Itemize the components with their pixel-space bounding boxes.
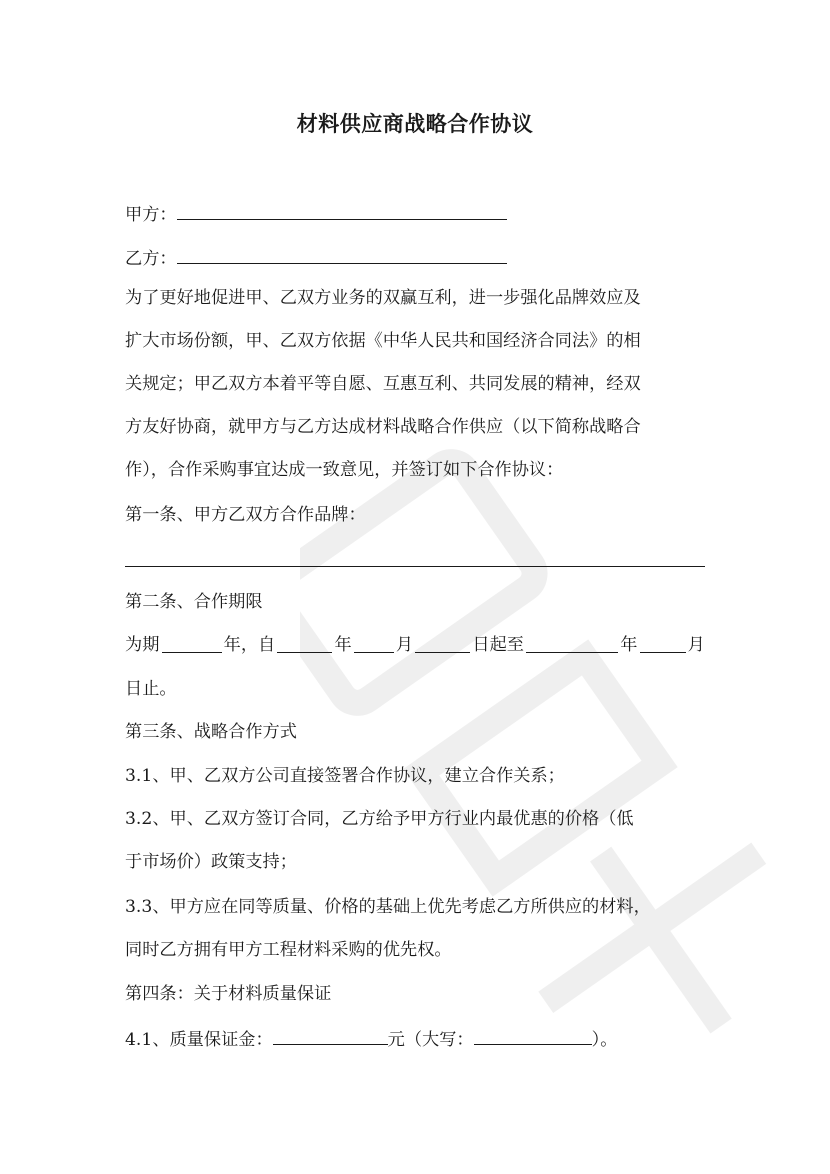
clause-4-1-text-3: ）。 (591, 1030, 618, 1050)
term-years-blank (162, 633, 222, 653)
article-2-heading: 第二条、合作期限 (125, 592, 263, 612)
brand-blank-rule (125, 566, 705, 567)
clause-4-1-text-2: 元（大写： (387, 1030, 474, 1050)
start-day-blank (415, 633, 470, 653)
term-text-5: 日起至 (472, 635, 524, 655)
term-text-7: 月 (687, 635, 705, 655)
watermark-graphic (300, 400, 780, 1100)
article-3-heading: 第三条、战略合作方式 (125, 722, 297, 742)
party-a-label: 甲方： (125, 205, 177, 225)
clause-3-3-line: 3.3、甲方应在同等质量、价格的基础上优先考虑乙方所供应的材料， (125, 897, 651, 917)
clause-3-2-line: 3.2、甲、乙双方签订合同，乙方给予甲方行业内最优惠的价格（低 (125, 809, 634, 829)
party-a-blank (177, 200, 507, 220)
party-b-blank (177, 244, 507, 264)
intro-line: 作），合作采购事宜达成一致意见，并签订如下合作协议： (125, 460, 564, 480)
term-text-6: 年 (620, 635, 638, 655)
party-b-line (125, 244, 507, 271)
term-text-2: 年，自 (223, 635, 276, 655)
party-a-line (125, 200, 507, 227)
term-text-1: 为期 (125, 635, 160, 655)
document-title: 材料供应商战略合作协议 (296, 112, 534, 136)
clause-3-1: 3.1、甲、乙双方公司直接签署合作协议，建立合作关系； (125, 766, 565, 786)
start-year-blank (277, 633, 332, 653)
intro-line: 扩大市场份额，甲、乙双方依据《中华人民共和国经济合同法》的相 (125, 331, 641, 351)
term-line (125, 633, 705, 657)
clause-3-3-line: 同时乙方拥有甲方工程材料采购的优先权。 (125, 940, 452, 960)
term-text-3: 年 (334, 635, 352, 655)
article-1-heading: 第一条、甲方乙双方合作品牌： (125, 505, 366, 525)
end-year-blank (526, 633, 618, 653)
deposit-uppercase-blank (474, 1025, 592, 1045)
term-text-4: 月 (395, 635, 414, 655)
start-month-blank (354, 633, 394, 653)
deposit-amount-blank (273, 1025, 388, 1045)
party-b-label: 乙方： (125, 249, 177, 269)
article-4-heading: 第四条：关于材料质量保证 (125, 984, 332, 1004)
clause-4-1-text-1: 4.1、质量保证金： (125, 1030, 273, 1050)
term-end: 日止。 (125, 679, 177, 699)
intro-line: 为了更好地促进甲、乙双方业务的双赢互利，进一步强化品牌效应及 (125, 288, 641, 308)
intro-line: 方友好协商，就甲方与乙方达成材料战略合作供应（以下简称战略合 (125, 417, 641, 437)
intro-line: 关规定；甲乙双方本着平等自愿、互惠互利、共同发展的精神，经双 (125, 374, 641, 394)
end-month-blank (640, 633, 686, 653)
clause-4-1-line (125, 1025, 617, 1052)
clause-3-2-line: 于市场价）政策支持； (125, 852, 297, 872)
